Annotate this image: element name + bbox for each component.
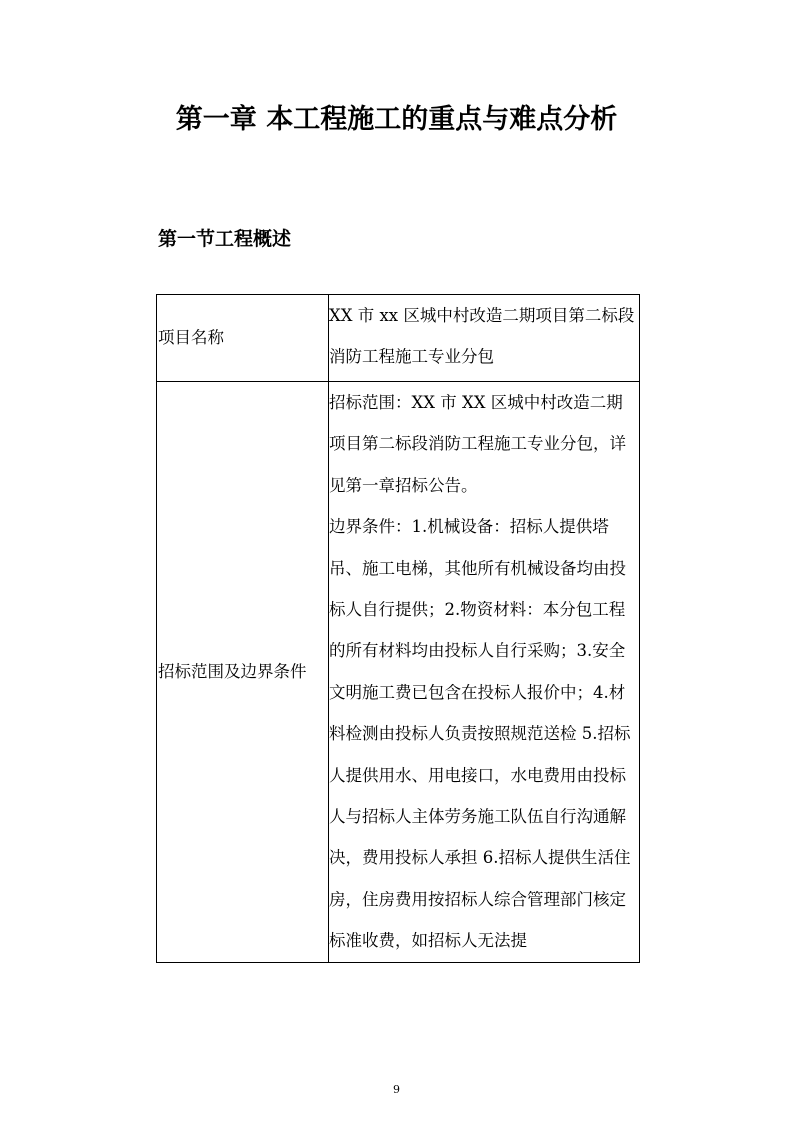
project-name-value bbox=[329, 295, 640, 382]
scope-boundary-value bbox=[329, 382, 640, 963]
project-name-text: XX 市 xx 区城中村改造二期项目第二标段消防工程施工专业分包 bbox=[329, 306, 635, 366]
scope-boundary-label: 招标范围及边界条件 bbox=[157, 382, 329, 963]
boundary-conditions-paragraph: 边界条件：1.机械设备：招标人提供塔吊、施工电梯，其他所有机械设备均由投标人自行提供；2.物资材料：本分包工程的所有材料均由投标人自行采购；3.安全文明施工费已包含在投标人报价中；4.材料检测由投标人负责按照规范送检 5.招标人提供用水、用电接口，水电费用由投标人与招标人主体劳务施工队伍自行沟通解决，费用投标人承担 6.招标人提供生活住房，住房费用按招标人综合管理部门核定标准收费，如招标人无法提 bbox=[329, 517, 631, 951]
page-number: 9 bbox=[393, 1083, 400, 1096]
chapter-title: 第一章 本工程施工的重点与难点分析 bbox=[175, 104, 618, 135]
section-title: 第一节工程概述 bbox=[158, 228, 292, 250]
project-overview-table bbox=[156, 294, 640, 963]
table-row-scope-boundary bbox=[157, 382, 640, 963]
table-row-project-name bbox=[157, 295, 640, 382]
project-name-label: 项目名称 bbox=[157, 295, 329, 382]
bidding-scope-paragraph: 招标范围：XX 市 XX 区城中村改造二期项目第二标段消防工程施工专业分包，详见第一章招标公告。 bbox=[329, 393, 626, 495]
